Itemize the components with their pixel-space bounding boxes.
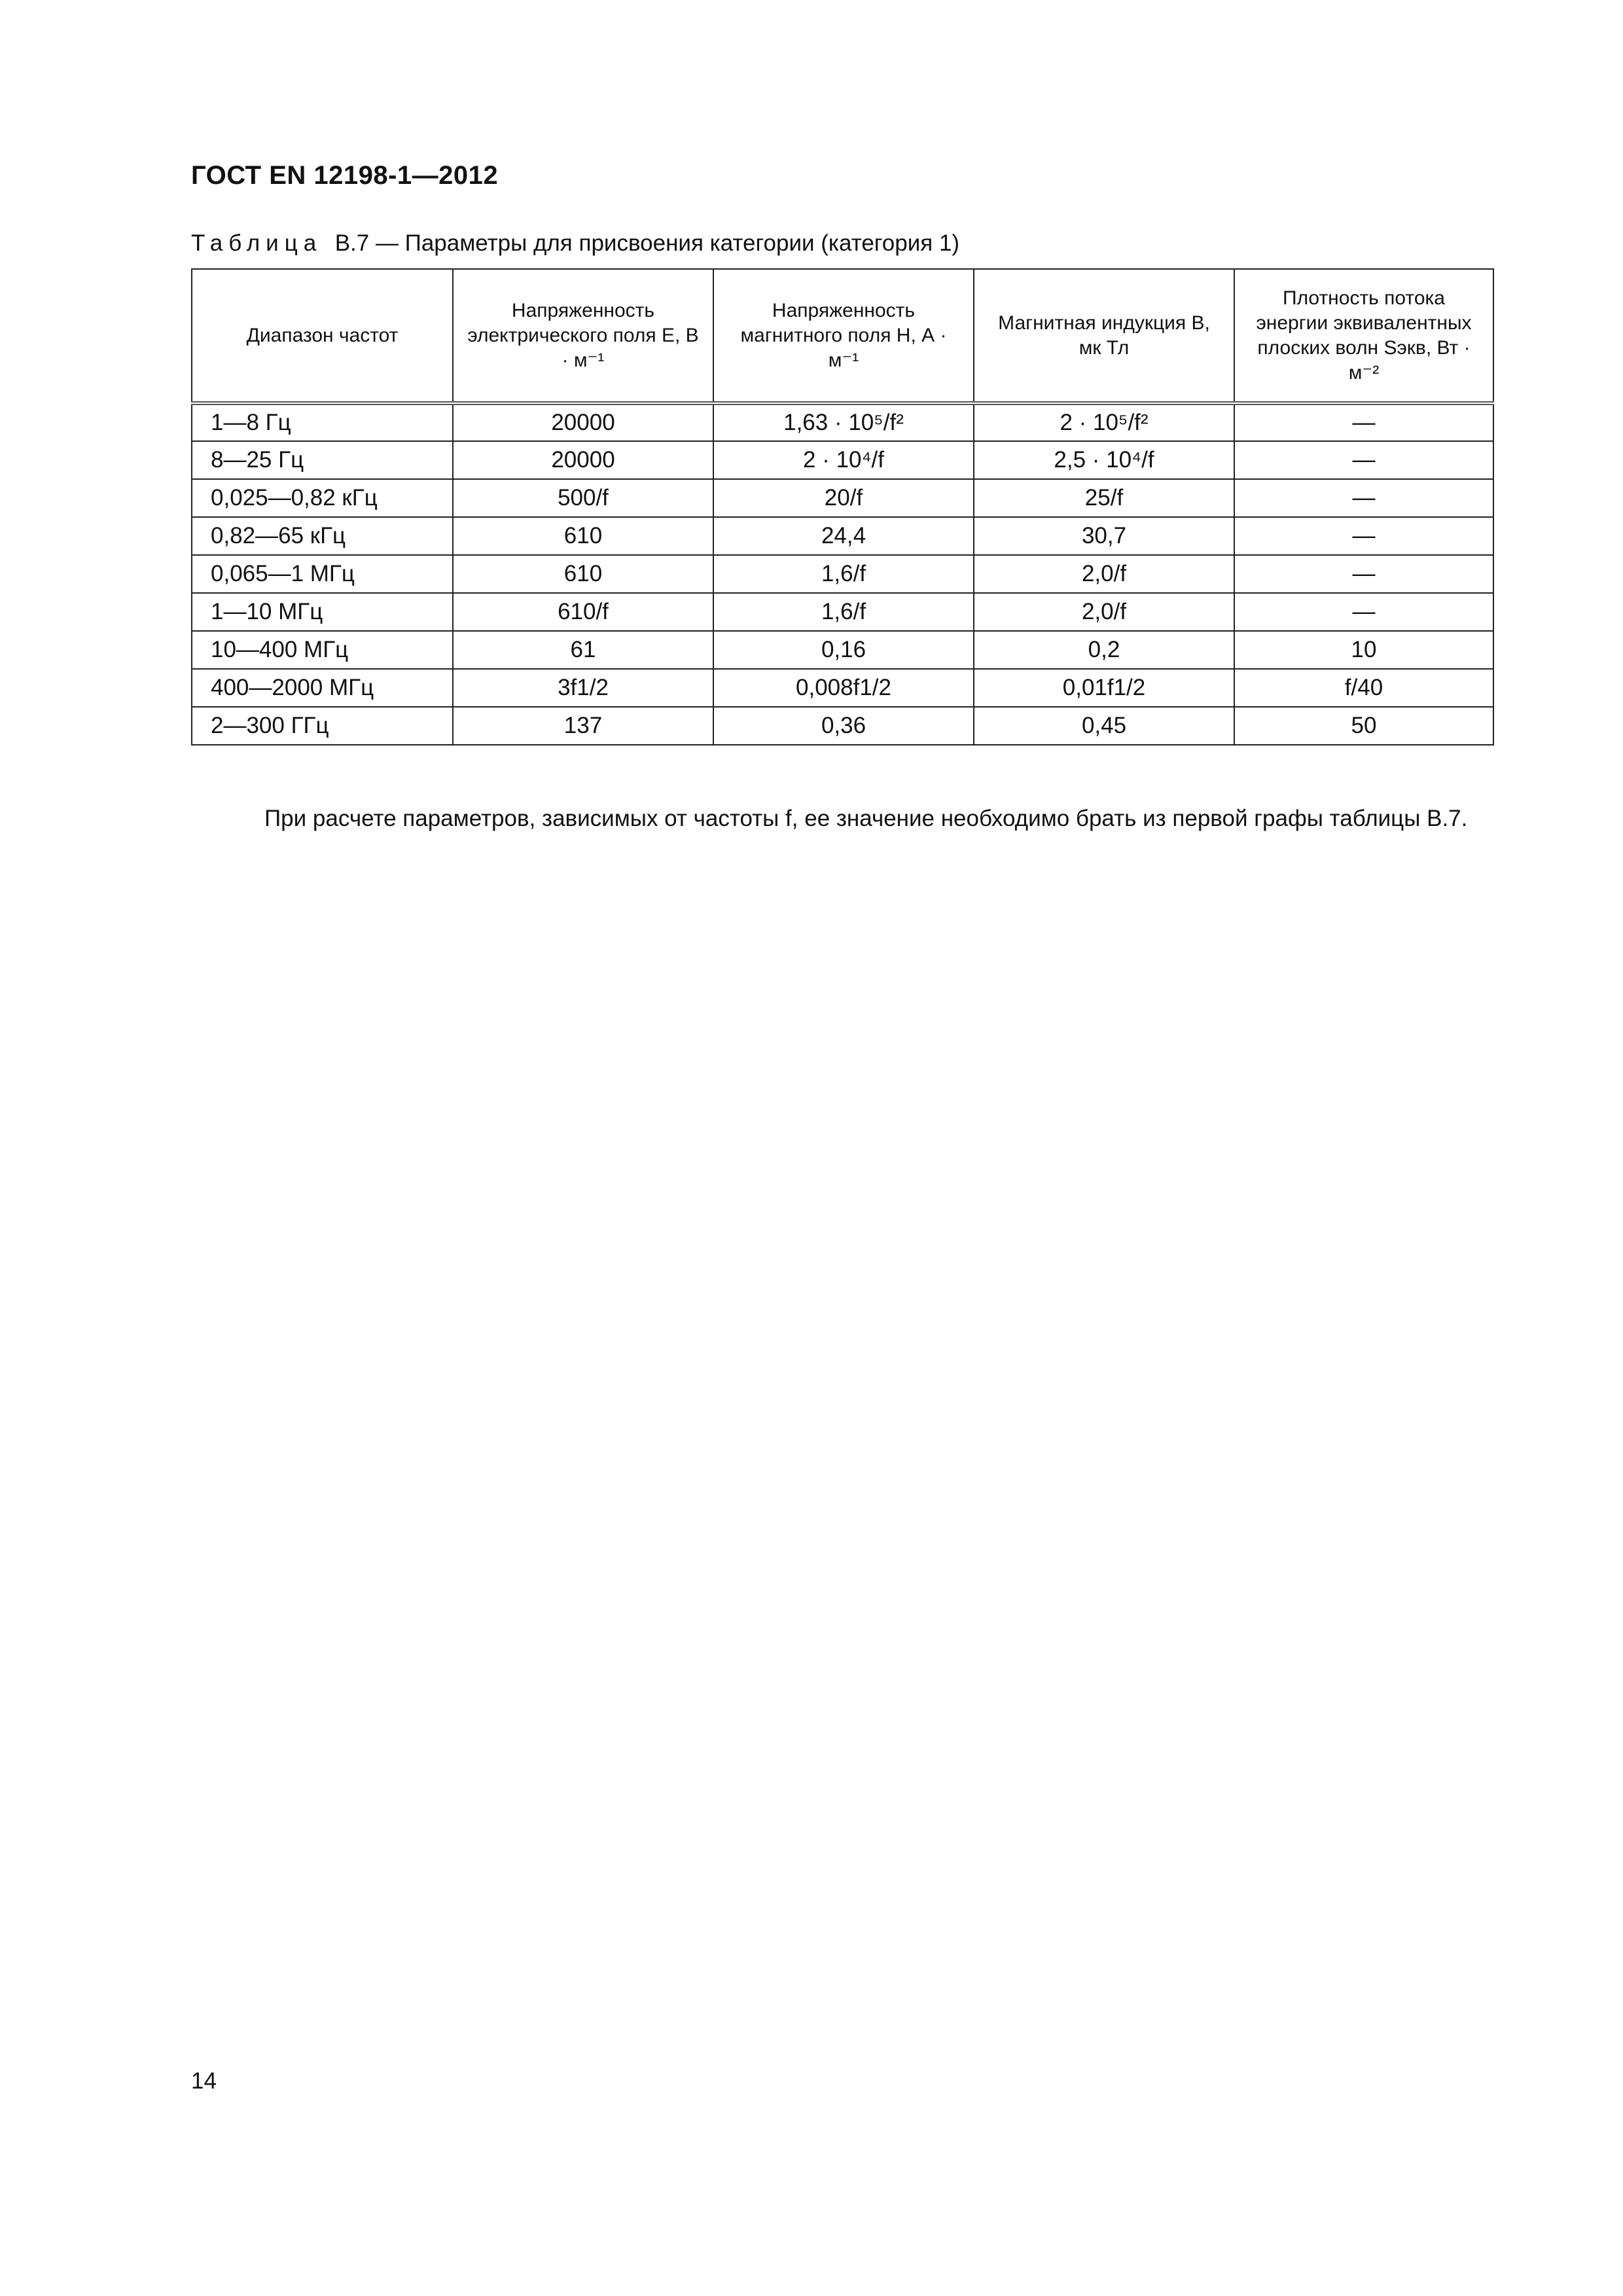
b-induction-cell: 2 · 10⁵/f²	[974, 403, 1234, 441]
b-induction-cell: 0,01f1/2	[974, 669, 1234, 707]
table-row	[192, 555, 1493, 593]
e-field-cell: 137	[453, 707, 713, 745]
h-field-cell: 24,4	[713, 517, 974, 555]
table-caption-text: В.7 — Параметры для присвоения категории (категория 1)	[334, 230, 960, 256]
b-induction-cell: 2,5 · 10⁴/f	[974, 441, 1234, 479]
e-field-cell: 610	[453, 517, 713, 555]
h-field-cell: 0,008f1/2	[713, 669, 974, 707]
parameters-table	[191, 268, 1494, 745]
h-field-cell: 2 · 10⁴/f	[713, 441, 974, 479]
power-density-cell: 10	[1234, 631, 1493, 669]
frequency-cell: 1—10 МГц	[192, 593, 453, 631]
h-field-cell: 1,6/f	[713, 593, 974, 631]
b-induction-cell: 25/f	[974, 479, 1234, 517]
page-number: 14	[191, 2068, 217, 2094]
frequency-cell: 10—400 МГц	[192, 631, 453, 669]
table-caption	[191, 230, 959, 257]
b-induction-cell: 2,0/f	[974, 593, 1234, 631]
table-row	[192, 479, 1493, 517]
frequency-cell: 400—2000 МГц	[192, 669, 453, 707]
table-row	[192, 593, 1493, 631]
frequency-cell: 0,065—1 МГц	[192, 555, 453, 593]
power-density-cell: f/40	[1234, 669, 1493, 707]
e-field-cell: 61	[453, 631, 713, 669]
e-field-cell: 3f1/2	[453, 669, 713, 707]
document-header: ГОСТ EN 12198-1—2012	[191, 161, 499, 190]
power-density-cell: —	[1234, 441, 1493, 479]
h-field-cell: 20/f	[713, 479, 974, 517]
table-caption-word: Таблица	[191, 230, 323, 256]
h-field-cell: 0,36	[713, 707, 974, 745]
frequency-cell: 0,82—65 кГц	[192, 517, 453, 555]
table-row	[192, 669, 1493, 707]
h-field-cell: 1,6/f	[713, 555, 974, 593]
column-header: Диапазон частот	[192, 269, 453, 403]
table-row	[192, 403, 1493, 441]
power-density-cell: —	[1234, 555, 1493, 593]
b-induction-cell: 30,7	[974, 517, 1234, 555]
h-field-cell: 0,16	[713, 631, 974, 669]
power-density-cell: 50	[1234, 707, 1493, 745]
column-header: Напряженность магнитного поля H, А · м⁻¹	[713, 269, 974, 403]
b-induction-cell: 0,2	[974, 631, 1234, 669]
power-density-cell: —	[1234, 517, 1493, 555]
e-field-cell: 610/f	[453, 593, 713, 631]
table-row	[192, 631, 1493, 669]
table-row	[192, 707, 1493, 745]
b-induction-cell: 2,0/f	[974, 555, 1234, 593]
table-header-row	[192, 269, 1493, 403]
frequency-cell: 2—300 ГГц	[192, 707, 453, 745]
power-density-cell: —	[1234, 593, 1493, 631]
e-field-cell: 20000	[453, 403, 713, 441]
table-row	[192, 441, 1493, 479]
column-header: Магнитная индукция B, мк Тл	[974, 269, 1234, 403]
table-row	[192, 517, 1493, 555]
frequency-cell: 8—25 Гц	[192, 441, 453, 479]
e-field-cell: 500/f	[453, 479, 713, 517]
note-paragraph: При расчете параметров, зависимых от частоты f, ее значение необходимо брать из первой графы таблицы В.7.	[264, 806, 1468, 831]
column-header: Плотность потока энергии эквивалентных плоских волн Sэкв, Вт · м⁻²	[1234, 269, 1493, 403]
h-field-cell: 1,63 · 10⁵/f²	[713, 403, 974, 441]
e-field-cell: 20000	[453, 441, 713, 479]
frequency-cell: 0,025—0,82 кГц	[192, 479, 453, 517]
power-density-cell: —	[1234, 403, 1493, 441]
e-field-cell: 610	[453, 555, 713, 593]
b-induction-cell: 0,45	[974, 707, 1234, 745]
column-header: Напряженность электрического поля E, В · м⁻¹	[453, 269, 713, 403]
power-density-cell: —	[1234, 479, 1493, 517]
frequency-cell: 1—8 Гц	[192, 403, 453, 441]
